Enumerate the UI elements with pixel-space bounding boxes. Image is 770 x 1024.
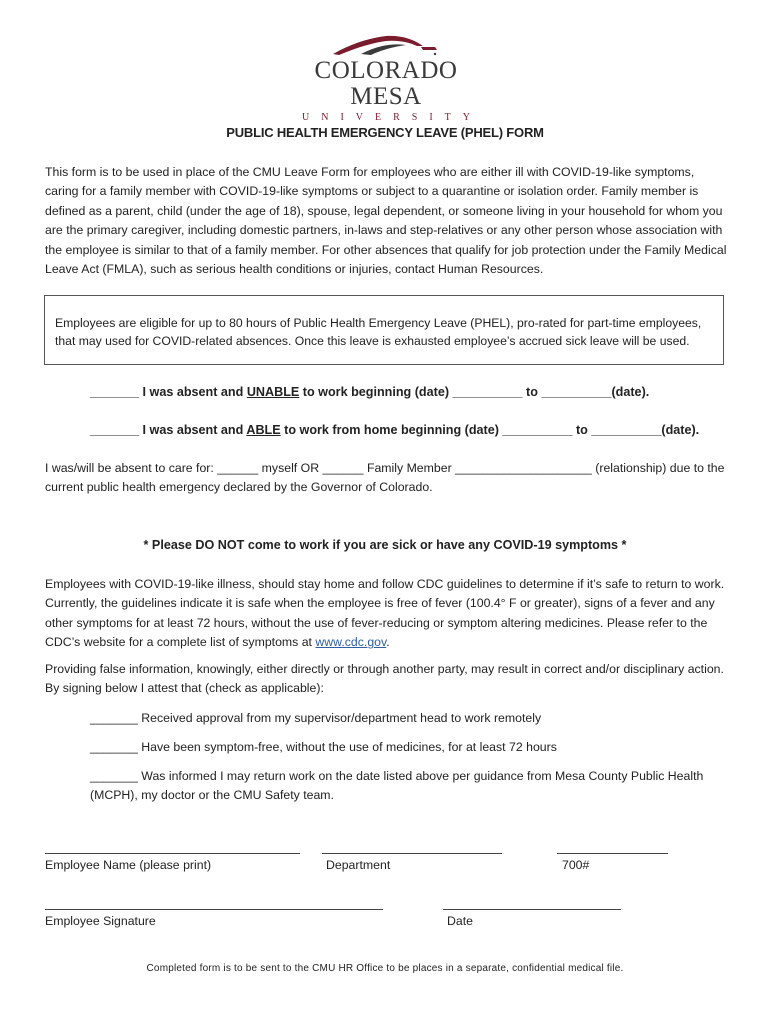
mesa-mountain-icon [331, 34, 441, 56]
check-item-symptom-free[interactable]: _______ Have been symptom-free, without the use of medicines, for at least 72 hours [90, 740, 557, 754]
employee-name-line[interactable] [45, 853, 300, 854]
logo-name: COLORADO MESA [314, 57, 458, 110]
guidance-paragraph [45, 575, 725, 653]
covid-warning: * Please DO NOT come to work if you are sick or have any COVID-19 symptoms * [143, 538, 627, 552]
employee-signature-line[interactable] [45, 909, 383, 910]
date-line[interactable] [443, 909, 621, 910]
guidance-end: . [386, 635, 390, 650]
date-label: Date [447, 914, 473, 928]
check-item-return-guidance[interactable]: _______ Was informed I may return work on the date listed above per guidance from Mesa County Public Health (MCPH), my doctor or the CMU Safety team. [90, 769, 704, 802]
able-keyword: ABLE [246, 423, 281, 437]
unable-keyword: UNABLE [246, 385, 300, 399]
unable-post[interactable]: to work beginning (date) __________ to __________(date). [299, 385, 650, 399]
cdc-link[interactable]: www.cdc.gov [315, 635, 387, 650]
id-label: 700# [562, 858, 590, 872]
employee-signature-label: Employee Signature [45, 914, 156, 928]
able-checkbox-blank[interactable]: _______ [90, 423, 140, 437]
department-label: Department [326, 858, 391, 872]
eligibility-text: Employees are eligible for up to 80 hours of Public Health Emergency Leave (PHEL), pro-rated for part-time employees, that may used for COVID-related absences. Once this leave is exhausted employee’s accrued sick leave will be used. [55, 316, 702, 348]
absence-able-line [90, 423, 699, 437]
guidance-text: Employees with COVID-19-like illness, should stay home and follow CDC guidelines to determine if it’s safe to return to work. Currently, the guidelines indicate it is safe when the employee is free of fever (100.4° F or greater), signs of a fever and any other symptoms for at least 72 hours, without the use of fever-reducing or symptom altering medicines. Please refer to the CDC’s website for a complete list of symptoms at [45, 577, 725, 650]
id-line[interactable] [557, 853, 668, 854]
unable-checkbox-blank[interactable]: _______ [90, 385, 140, 399]
able-pre: I was absent and [139, 423, 247, 437]
able-post[interactable]: to work from home beginning (date) __________ to __________(date). [280, 423, 700, 437]
attest-paragraph: Providing false information, knowingly, either directly or through another party, may result in correct and/or disciplinary action. By signing below I attest that (check as applicable): [45, 662, 724, 696]
unable-pre: I was absent and [139, 385, 247, 399]
intro-paragraph: This form is to be used in place of the CMU Leave Form for employees who are either ill with COVID-19-like symptoms, caring for a family member with COVID-19-like symptoms or subject to a quarantine or isolation order. Family member is defined as a parent, child (under the age of 18), spouse, legal dependent, or someone living in your household for whom you are the primary caregiver, including domestic partners, in-laws and step-relatives or any other person whose association with the employee is similar to that of a family member. For other absences that qualify for job protection under the Family Medical Leave Act (FMLA), such as serious health conditions or injuries, contact Human Resources. [45, 165, 727, 277]
logo-subtitle: UNIVERSITY [302, 112, 482, 123]
department-line[interactable] [322, 853, 502, 854]
university-logo [276, 34, 496, 123]
footer-note: Completed form is to be sent to the CMU HR Office to be places in a separate, confidential medical file. [146, 963, 624, 974]
check-item-remote-approval[interactable]: _______ Received approval from my supervisor/department head to work remotely [90, 711, 542, 725]
absence-unable-line [90, 385, 649, 399]
eligibility-box [44, 295, 724, 365]
employee-name-label: Employee Name (please print) [45, 858, 212, 872]
form-title: PUBLIC HEALTH EMERGENCY LEAVE (PHEL) FORM [226, 125, 544, 140]
care-paragraph[interactable]: I was/will be absent to care for: ______ myself OR ______ Family Member ____________________ (relationship) due to the current public health emergency declared by the Governor of Colorado. [45, 461, 725, 495]
